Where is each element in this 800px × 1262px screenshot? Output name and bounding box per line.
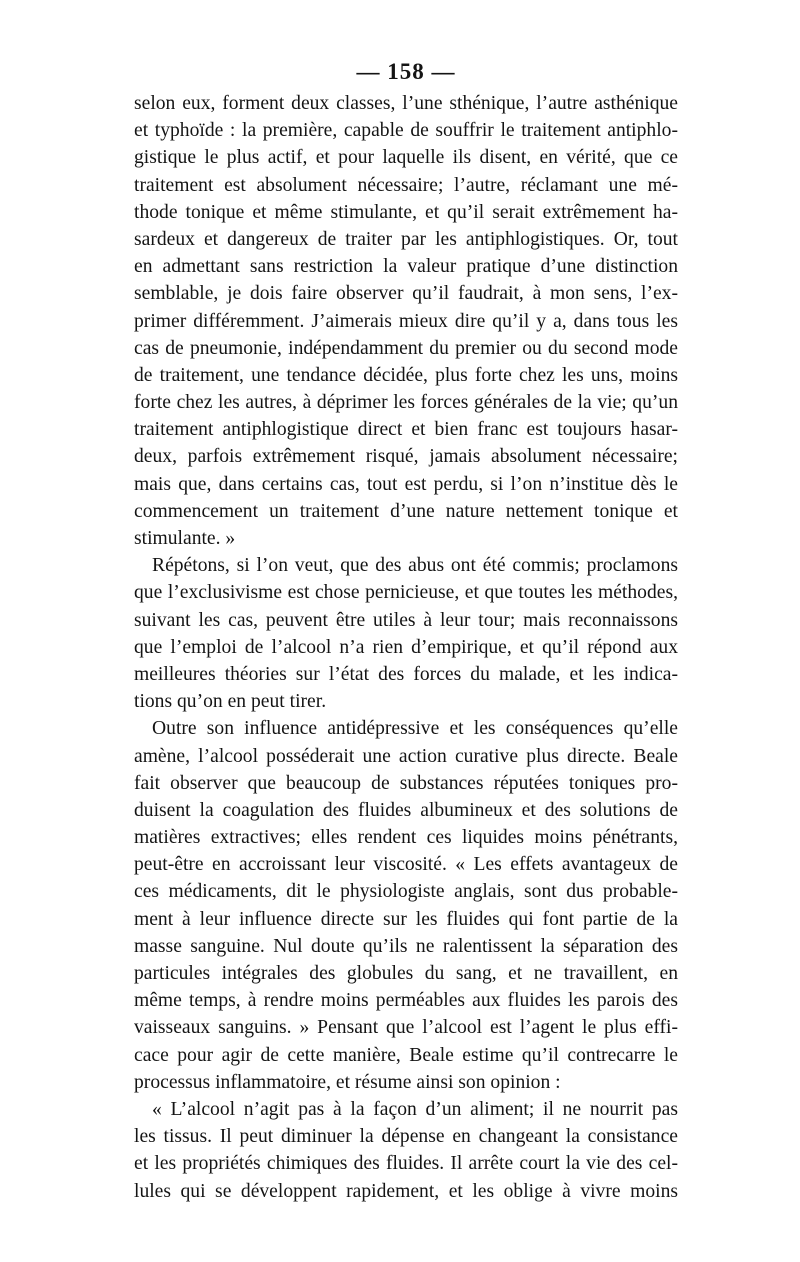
text-line: cas de pneumonie, indépendamment du premier ou du second mode xyxy=(134,337,678,359)
text-line: même temps, à rendre moins perméables aux fluides les parois des xyxy=(134,990,678,1012)
text-line: processus inflammatoire, et résume ainsi son opinion : xyxy=(134,1071,561,1093)
text-line: traitement antiphlogistique direct et bien franc est toujours hasar- xyxy=(134,419,678,441)
text-line: ces médicaments, dit le physiologiste anglais, sont dus probable- xyxy=(134,881,678,903)
text-line: semblable, je dois faire observer qu’il faudrait, à mon sens, l’ex- xyxy=(134,283,678,305)
text-line: Répétons, si l’on veut, que des abus ont été commis; proclamons xyxy=(152,555,678,577)
body-text xyxy=(134,90,678,1205)
text-line: en admettant sans restriction la valeur pratique d’une distinction xyxy=(134,256,678,278)
text-line: masse sanguine. Nul doute qu’ils ne ralentissent la séparation des xyxy=(134,935,678,957)
text-line: vaisseaux sanguins. » Pensant que l’alcool est l’agent le plus effi- xyxy=(134,1017,678,1039)
text-line: que l’exclusivisme est chose pernicieuse, et que toutes les méthodes, xyxy=(134,582,678,604)
text-line: Outre son influence antidépressive et les conséquences qu’elle xyxy=(152,718,678,740)
text-line: les tissus. Il peut diminuer la dépense en changeant la consistance xyxy=(134,1126,678,1148)
text-line: duisent la coagulation des fluides albumineux et des solutions de xyxy=(134,799,678,821)
text-line: traitement est absolument nécessaire; l’autre, réclamant une mé- xyxy=(134,174,678,196)
text-line: thode tonique et même stimulante, et qu’il serait extrêmement ha- xyxy=(134,201,678,223)
text-line: cace pour agir de cette manière, Beale estime qu’il contrecarre le xyxy=(134,1044,678,1066)
text-line: et les propriétés chimiques des fluides. Il arrête court la vie des cel- xyxy=(134,1153,678,1175)
text-line: forte chez les autres, à déprimer les forces générales de la vie; qu’un xyxy=(134,392,678,414)
text-line: gistique le plus actif, et pour laquelle ils disent, en vérité, que ce xyxy=(134,147,678,169)
text-line: tions qu’on en peut tirer. xyxy=(134,691,327,713)
text-line: particules intégrales des globules du sang, et ne travaillent, en xyxy=(134,963,678,984)
text-line: de traitement, une tendance décidée, plus forte chez les uns, moins xyxy=(134,364,678,386)
text-line: commencement un traitement d’une nature nettement tonique et xyxy=(134,500,678,522)
text-line: matières extractives; elles rendent ces liquides moins pénétrants, xyxy=(134,827,678,849)
text-line: mais que, dans certains cas, tout est perdu, si l’on n’institue dès le xyxy=(134,473,678,495)
text-line: et typhoïde : la première, capable de souffrir le traitement antiphlo- xyxy=(134,120,678,142)
text-line: ment à leur influence directe sur les fluides qui font partie de la xyxy=(134,908,678,930)
text-line: selon eux, forment deux classes, l’une sthénique, l’autre asthénique xyxy=(134,93,678,114)
document-page xyxy=(134,56,678,1205)
text-line: meilleures théories sur l’état des forces du malade, et les indica- xyxy=(134,663,678,685)
text-line: peut-être en accroissant leur viscosité. « Les effets avantageux de xyxy=(134,854,678,876)
text-line: suivant les cas, peuvent être utiles à leur tour; mais reconnaissons xyxy=(134,609,678,631)
text-line: stimulante. » xyxy=(134,528,236,549)
text-line: sardeux et dangereux de traiter par les antiphlogistiques. Or, tout xyxy=(134,228,678,250)
text-line: amène, l’alcool posséderait une action curative plus directe. Beale xyxy=(134,745,678,767)
text-line: « L’alcool n’agit pas à la façon d’un aliment; il ne nourrit pas xyxy=(152,1098,678,1120)
text-line: primer différemment. J’aimerais mieux dire qu’il y a, dans tous les xyxy=(134,310,678,332)
text-line: fait observer que beaucoup de substances réputées toniques pro- xyxy=(134,772,678,794)
text-line: deux, parfois extrêmement risqué, jamais absolument nécessaire; xyxy=(134,446,678,468)
page-number: — 158 — xyxy=(356,59,456,84)
text-line: lules qui se développent rapidement, et les oblige à vivre moins xyxy=(134,1180,678,1202)
text-line: que l’emploi de l’alcool n’a rien d’empirique, et qu’il répond aux xyxy=(134,636,678,658)
